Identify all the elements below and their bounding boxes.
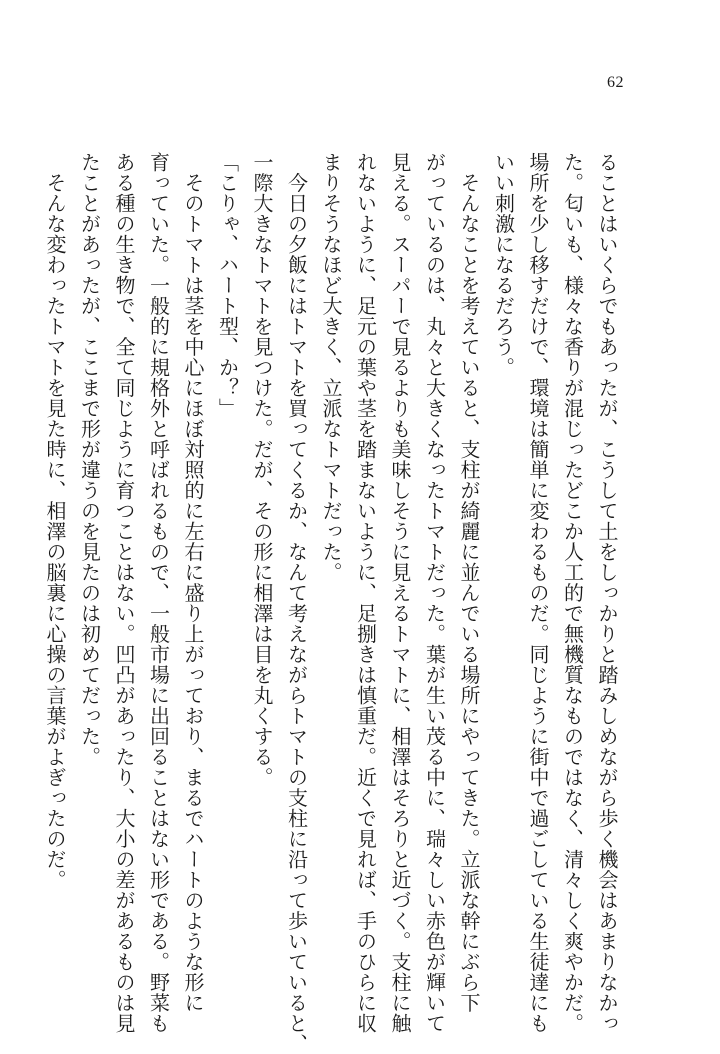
text-line: まりそうなほど大きく、立派なトマトだった。 xyxy=(319,152,343,583)
text-line: 場所を少し移すだけで、環境は簡単に変わるものだ。同じように街中で過ごしている生徒達にも xyxy=(526,152,550,1034)
text-line: 「こりゃ、ハート型、か？」 xyxy=(215,152,240,419)
text-line: た。匂いも、様々な香りが混じったどこか人工的で無機質なものではなく、清々しく爽やかだ。 xyxy=(560,152,585,1034)
text-line: 一際大きなトマトを見つけた。だが、その形に相澤は目を丸くする。 xyxy=(250,152,274,788)
text-line: がっているのは、丸々と大きくなったトマトだった。葉が生い茂る中に、瑞々しい赤色が輝いて xyxy=(422,152,447,1034)
text-line: 育っていた。一般的に規格外と呼ばれるもので、一般市場に出回ることはない形である。野菜も xyxy=(146,152,171,1034)
text-line: ある種の生き物で、全て同じように育つことはない。凹凸があったり、大小の差があるものは見 xyxy=(112,152,136,1034)
page-number: 62 xyxy=(607,74,624,91)
novel-text-body xyxy=(43,152,624,1054)
text-line: ることはいくらでもあったが、こうして土をしっかりと踏みしめながら歩く機会はあまりなかっ xyxy=(595,152,619,1034)
text-line: そんな変わったトマトを見た時に、相澤の脳裏に心操の言葉がよぎったのだ。 xyxy=(43,152,67,890)
text-line: いい刺激になるだろう。 xyxy=(491,152,516,378)
text-line: そのトマトは茎を中心にほぼ対照的に左右に盛り上がっており、まるでハートのような形に xyxy=(181,152,205,1013)
text-line: 今日の夕飯にはトマトを買ってくるか、なんて考えながらトマトの支柱に沿って歩いていると、 xyxy=(284,152,309,1054)
text-line: そんなことを考えていると、支柱が綺麗に並んでいる場所にやってきた。立派な幹にぶら下 xyxy=(457,152,481,1013)
text-line: れないように、足元の葉や茎を踏まないように、足捌きは慎重だ。近くで見れば、手のひらに収 xyxy=(353,152,378,1034)
text-line: たことがあったが、ここまで形が違うのを見たのは初めてだった。 xyxy=(77,152,102,767)
text-line: 見える。スーパーで見るよりも美味しそうに見えるトマトに、相澤はそろりと近づく。支柱に触 xyxy=(388,152,412,1034)
